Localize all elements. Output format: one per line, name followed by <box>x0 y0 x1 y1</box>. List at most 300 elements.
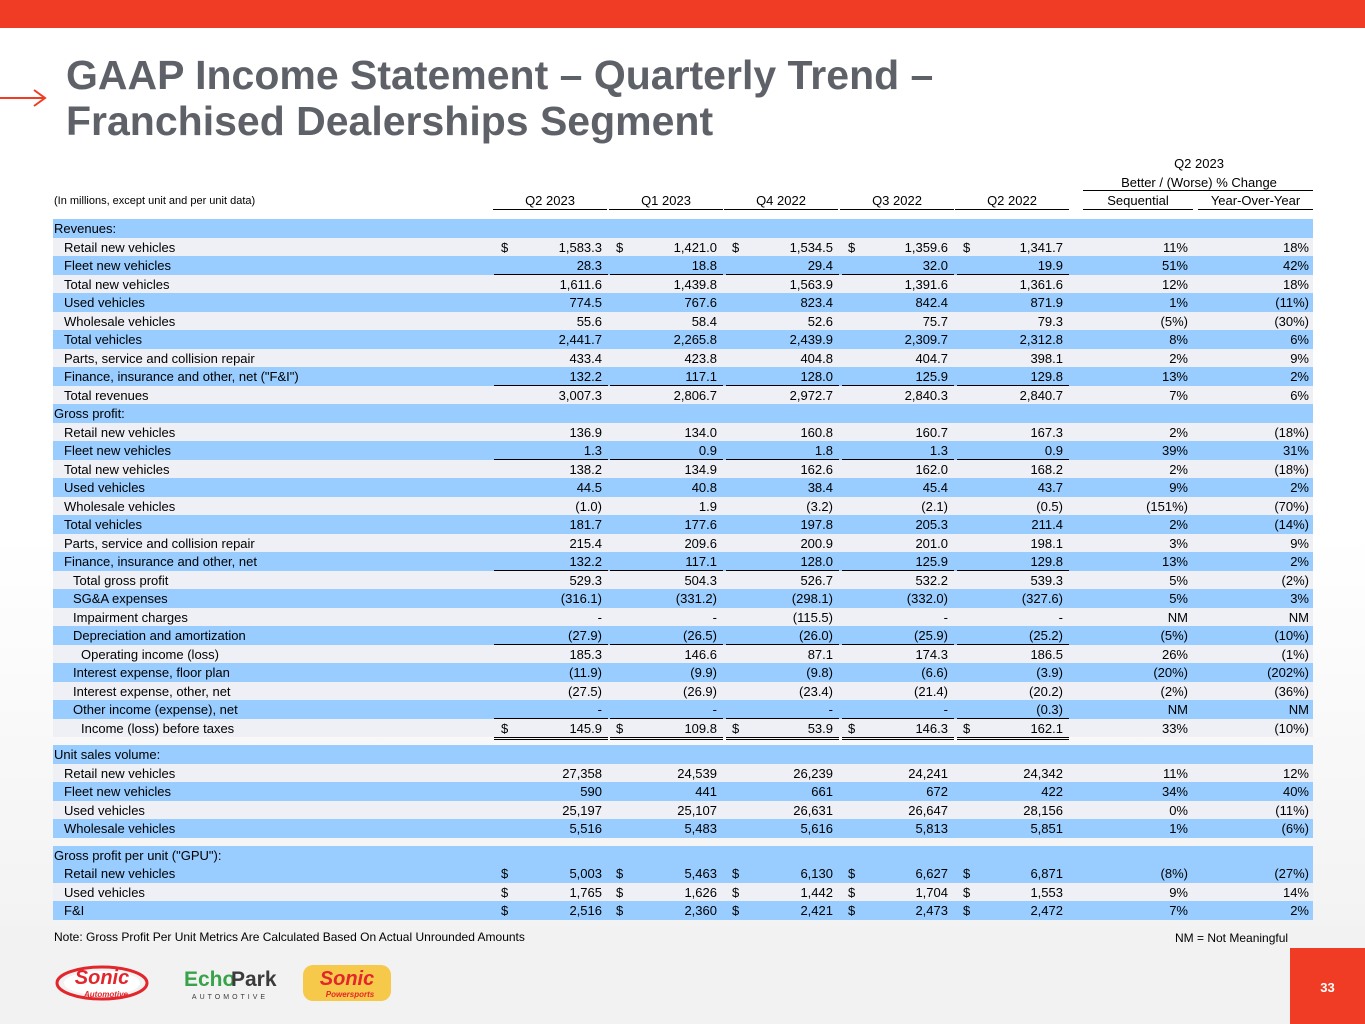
value-cell: 174.3 <box>915 646 948 662</box>
value-cell: 24,241 <box>908 765 948 781</box>
value-cell: 25,107 <box>677 802 717 818</box>
row-label: Retail new vehicles <box>64 866 176 881</box>
value-cell: - <box>712 609 717 625</box>
value-cell: 2,309.7 <box>904 332 948 347</box>
value-cell: 8% <box>1169 332 1188 347</box>
subtotal-rule <box>957 367 1069 385</box>
dollar-sign: $ <box>616 239 624 255</box>
value-cell: 13% <box>1161 369 1188 384</box>
table-row <box>53 349 1313 368</box>
value-cell: 1.9 <box>698 498 717 514</box>
value-cell: 6% <box>1290 387 1309 403</box>
dollar-sign: $ <box>963 903 971 918</box>
value-cell: - <box>943 702 948 717</box>
value-cell: 441 <box>695 784 717 799</box>
subtotal-rule <box>842 256 954 274</box>
value-cell: 160.7 <box>915 424 948 440</box>
value-cell: 5,003 <box>569 866 602 881</box>
table-row <box>53 901 1313 920</box>
value-cell: 2,360 <box>684 903 717 918</box>
column-header: Q2 2022 <box>955 193 1069 210</box>
svg-text:AUTOMOTIVE: AUTOMOTIVE <box>191 994 269 1001</box>
value-cell: 128.0 <box>800 369 833 384</box>
value-cell: 168.2 <box>1030 461 1063 477</box>
column-header: Q4 2022 <box>724 193 838 210</box>
value-cell: 26,647 <box>908 802 948 818</box>
value-cell: 2% <box>1290 480 1309 495</box>
row-label: Finance, insurance and other, net <box>64 554 257 569</box>
dollar-sign: $ <box>848 720 856 736</box>
value-cell: (3.2) <box>806 498 833 514</box>
value-cell: 5% <box>1169 572 1188 588</box>
value-cell: 5,516 <box>569 821 602 836</box>
value-cell: 2,840.3 <box>904 387 948 403</box>
table-row <box>53 682 1313 701</box>
row-label: Used vehicles <box>64 802 145 818</box>
value-cell: (1%) <box>1281 646 1309 662</box>
value-cell: 24,539 <box>677 765 717 781</box>
value-cell: 33% <box>1161 720 1188 736</box>
value-cell: 162.1 <box>1030 720 1063 736</box>
subtotal-rule <box>842 626 954 644</box>
table-row <box>53 534 1313 553</box>
subtotal-rule <box>726 441 839 459</box>
value-cell: 145.9 <box>569 720 602 736</box>
section-label: Gross profit per unit ("GPU"): <box>54 847 222 863</box>
value-cell: 0.9 <box>1044 443 1063 458</box>
row-label: Operating income (loss) <box>81 646 219 662</box>
row-label: F&I <box>64 903 85 918</box>
arrow-right-icon <box>0 86 48 110</box>
column-header: Sequential <box>1083 193 1193 210</box>
value-cell: - <box>1058 609 1063 625</box>
subtotal-rule <box>494 367 608 385</box>
value-cell: 529.3 <box>569 572 602 588</box>
row-label: Finance, insurance and other, net ("F&I") <box>64 369 299 384</box>
value-cell: 18% <box>1282 239 1309 255</box>
subtotal-rule <box>494 552 608 570</box>
value-cell: 2% <box>1169 424 1188 440</box>
value-cell: (27.9) <box>568 628 602 643</box>
value-cell: 672 <box>926 784 948 799</box>
change-header-rule <box>1083 190 1313 191</box>
row-label: Wholesale vehicles <box>64 313 176 329</box>
section-header-row <box>53 404 1313 423</box>
value-cell: (11.9) <box>569 665 602 680</box>
value-cell: 11% <box>1162 765 1188 781</box>
section-header-row <box>53 846 1313 865</box>
table-row <box>53 293 1313 312</box>
row-label: Impairment charges <box>73 609 188 625</box>
subtotal-rule <box>957 497 1069 515</box>
value-cell: 129.8 <box>1030 554 1063 569</box>
unit-note: (In millions, except unit and per unit data) <box>54 195 256 207</box>
dollar-sign: $ <box>501 720 509 736</box>
value-cell: (14%) <box>1274 517 1309 532</box>
value-cell: 1,626 <box>684 884 717 900</box>
value-cell: 504.3 <box>684 572 717 588</box>
value-cell: 26,239 <box>793 765 833 781</box>
value-cell: (5%) <box>1160 628 1188 643</box>
value-cell: 51% <box>1161 258 1188 273</box>
value-cell: 185.3 <box>569 646 602 662</box>
gpu-footnote: Note: Gross Profit Per Unit Metrics Are Calculated Based On Actual Unrounded Amounts <box>54 930 525 944</box>
value-cell: (18%) <box>1274 461 1309 477</box>
subtotal-rule <box>726 256 839 274</box>
dollar-sign: $ <box>848 884 856 900</box>
dollar-sign: $ <box>501 884 509 900</box>
row-label: Total vehicles <box>64 332 143 347</box>
value-cell: 14% <box>1282 884 1309 900</box>
subtotal-rule <box>957 700 1069 718</box>
value-cell: 55.6 <box>576 313 602 329</box>
dollar-sign: $ <box>963 720 971 736</box>
value-cell: 186.5 <box>1030 646 1063 662</box>
total-double-rule <box>494 719 608 737</box>
value-cell: 132.2 <box>569 369 602 384</box>
value-cell: (36%) <box>1274 683 1309 699</box>
value-cell: 26% <box>1161 646 1188 662</box>
value-cell: 162.6 <box>800 461 833 477</box>
value-cell: 5,851 <box>1030 821 1063 836</box>
value-cell: 1,361.6 <box>1019 276 1063 292</box>
value-cell: 5,616 <box>800 821 833 836</box>
value-cell: 1,534.5 <box>789 239 833 255</box>
row-label: Retail new vehicles <box>64 239 176 255</box>
value-cell: (26.0) <box>799 628 833 643</box>
dollar-sign: $ <box>732 720 740 736</box>
table-row <box>53 782 1313 801</box>
value-cell: (27.5) <box>568 683 602 699</box>
subtotal-rule <box>726 626 839 644</box>
value-cell: 200.9 <box>800 535 833 551</box>
value-cell: 1,611.6 <box>559 276 602 292</box>
subtotal-rule <box>610 552 723 570</box>
dollar-sign: $ <box>963 239 971 255</box>
value-cell: 1,704 <box>915 884 948 900</box>
subtotal-rule <box>610 700 723 718</box>
value-cell: 40% <box>1282 784 1309 799</box>
value-cell: 2,806.7 <box>673 387 717 403</box>
value-cell: 1,442 <box>800 884 833 900</box>
total-double-rule <box>726 719 839 737</box>
value-cell: 2% <box>1169 517 1188 532</box>
dollar-sign: $ <box>501 239 509 255</box>
value-cell: 19.9 <box>1037 258 1063 273</box>
table-row <box>53 515 1313 534</box>
change-header-year: Q2 2023 <box>1174 156 1224 171</box>
table-row <box>53 497 1313 516</box>
value-cell: - <box>597 609 602 625</box>
value-cell: 2% <box>1169 350 1188 366</box>
value-cell: 125.9 <box>915 554 948 569</box>
svg-text:Echo: Echo <box>184 968 236 991</box>
column-header: Q1 2023 <box>609 193 723 210</box>
column-header: Q3 2022 <box>840 193 954 210</box>
row-label: Wholesale vehicles <box>64 498 176 514</box>
dollar-sign: $ <box>732 903 740 918</box>
table-row <box>53 700 1313 719</box>
slide-title <box>66 52 933 144</box>
value-cell: 5,483 <box>684 821 717 836</box>
value-cell: 13% <box>1161 554 1188 569</box>
section-header-row <box>53 745 1313 764</box>
subtotal-rule <box>957 312 1069 330</box>
row-label: Other income (expense), net <box>73 702 238 717</box>
value-cell: 2,421 <box>800 903 833 918</box>
subtotal-rule <box>842 700 954 718</box>
dollar-sign: $ <box>616 720 624 736</box>
value-cell: 160.8 <box>800 424 833 440</box>
table-row <box>53 256 1313 275</box>
value-cell: 3% <box>1290 591 1309 606</box>
table-row <box>53 571 1313 590</box>
table-row <box>53 801 1313 820</box>
value-cell: 1,563.9 <box>789 276 833 292</box>
value-cell: 9% <box>1169 884 1188 900</box>
value-cell: 526.7 <box>800 572 833 588</box>
value-cell: 0% <box>1169 802 1188 818</box>
value-cell: 539.3 <box>1030 572 1063 588</box>
value-cell: (9.9) <box>690 665 717 680</box>
value-cell: 2% <box>1290 554 1309 569</box>
subtotal-rule <box>494 441 608 459</box>
svg-text:Sonic: Sonic <box>74 967 130 989</box>
dollar-sign: $ <box>616 903 624 918</box>
subtotal-rule <box>957 256 1069 274</box>
svg-text:Automotive: Automotive <box>84 990 128 999</box>
subtotal-rule <box>842 441 954 459</box>
table-row <box>53 608 1313 627</box>
value-cell: 28,156 <box>1023 802 1063 818</box>
row-label: Total gross profit <box>73 572 169 588</box>
subtotal-rule <box>726 700 839 718</box>
value-cell: (6%) <box>1281 821 1309 836</box>
section-label: Revenues: <box>54 221 117 236</box>
value-cell: (10%) <box>1274 720 1309 736</box>
value-cell: 433.4 <box>569 350 602 366</box>
dollar-sign: $ <box>732 239 740 255</box>
subtotal-rule <box>494 700 608 718</box>
value-cell: 2,472 <box>1030 903 1063 918</box>
svg-text:Powersports: Powersports <box>325 990 375 999</box>
row-label: Depreciation and amortization <box>73 628 246 643</box>
slide-title-line-1: GAAP Income Statement – Quarterly Trend – <box>66 52 934 98</box>
table-row <box>53 589 1313 608</box>
value-cell: 2,265.8 <box>673 332 717 347</box>
value-cell: (5%) <box>1160 313 1188 329</box>
value-cell: 842.4 <box>915 295 948 310</box>
value-cell: 5,463 <box>684 866 717 881</box>
value-cell: 1,341.7 <box>1019 239 1063 255</box>
row-label: Total new vehicles <box>64 276 170 292</box>
subtotal-rule <box>610 441 723 459</box>
value-cell: (30%) <box>1274 313 1309 329</box>
value-cell: 58.4 <box>691 313 717 329</box>
dollar-sign: $ <box>732 866 740 881</box>
value-cell: 398.1 <box>1030 350 1063 366</box>
value-cell: 1,359.6 <box>904 239 948 255</box>
value-cell: 9% <box>1290 350 1309 366</box>
table-row <box>53 312 1313 331</box>
page-number-box <box>1290 948 1365 1024</box>
value-cell: - <box>828 702 833 717</box>
value-cell: 2,840.7 <box>1019 387 1063 403</box>
value-cell: 125.9 <box>915 369 948 384</box>
subtotal-rule <box>610 256 723 274</box>
value-cell: 32.0 <box>922 258 948 273</box>
subtotal-rule <box>842 367 954 385</box>
value-cell: 128.0 <box>800 554 833 569</box>
nm-note: NM = Not Meaningful <box>1175 931 1289 945</box>
subtotal-rule <box>726 552 839 570</box>
value-cell: 138.2 <box>569 461 602 477</box>
dollar-sign: $ <box>616 866 624 881</box>
table-row <box>53 645 1313 664</box>
value-cell: 34% <box>1161 784 1188 799</box>
value-cell: (9.8) <box>806 665 833 680</box>
subtotal-rule <box>610 312 723 330</box>
section-header-row <box>53 219 1313 238</box>
value-cell: 177.6 <box>684 517 717 532</box>
row-label: Wholesale vehicles <box>64 821 176 836</box>
value-cell: 40.8 <box>691 480 717 495</box>
value-cell: 42% <box>1282 258 1309 273</box>
row-label: Retail new vehicles <box>64 765 176 781</box>
value-cell: 31% <box>1282 443 1309 458</box>
table-row <box>53 238 1313 257</box>
value-cell: 871.9 <box>1030 295 1063 310</box>
value-cell: 3% <box>1169 535 1188 551</box>
total-double-rule <box>842 719 954 737</box>
value-cell: 6,130 <box>800 866 833 881</box>
value-cell: 146.3 <box>915 720 948 736</box>
table-row <box>53 478 1313 497</box>
value-cell: 7% <box>1169 903 1188 918</box>
value-cell: 1% <box>1169 295 1188 310</box>
value-cell: 11% <box>1162 239 1188 255</box>
value-cell: 45.4 <box>922 480 948 495</box>
subtotal-rule <box>726 312 839 330</box>
value-cell: 134.9 <box>684 461 717 477</box>
dollar-sign: $ <box>732 884 740 900</box>
value-cell: 6,627 <box>915 866 948 881</box>
value-cell: 27,358 <box>562 765 602 781</box>
value-cell: (23.4) <box>799 683 833 699</box>
table-row <box>53 864 1313 883</box>
row-label: Fleet new vehicles <box>64 784 171 799</box>
value-cell: 52.6 <box>807 313 833 329</box>
value-cell: 117.1 <box>685 554 717 569</box>
row-label: Total revenues <box>64 387 149 403</box>
table-row <box>53 460 1313 479</box>
value-cell: 2% <box>1169 461 1188 477</box>
value-cell: 134.0 <box>684 424 717 440</box>
value-cell: 5,813 <box>915 821 948 836</box>
value-cell: (202%) <box>1267 665 1309 680</box>
subtotal-rule <box>610 367 723 385</box>
top-accent-bar <box>0 0 1365 28</box>
value-cell: (327.6) <box>1021 591 1063 606</box>
value-cell: 129.8 <box>1030 369 1063 384</box>
value-cell: 201.0 <box>915 535 948 551</box>
value-cell: 423.8 <box>684 350 717 366</box>
value-cell: - <box>943 609 948 625</box>
value-cell: (2%) <box>1281 572 1309 588</box>
value-cell: 205.3 <box>915 517 948 532</box>
value-cell: 2,473 <box>915 903 948 918</box>
value-cell: (0.3) <box>1036 702 1063 717</box>
value-cell: - <box>712 702 717 717</box>
value-cell: 26,631 <box>793 802 833 818</box>
subtotal-rule <box>842 497 954 515</box>
value-cell: 181.7 <box>569 517 602 532</box>
subtotal-rule <box>842 552 954 570</box>
value-cell: 9% <box>1290 535 1309 551</box>
value-cell: 29.4 <box>807 258 833 273</box>
row-label: Total vehicles <box>64 517 143 532</box>
row-label: Retail new vehicles <box>64 424 176 440</box>
column-header: Q2 2023 <box>493 193 607 210</box>
dollar-sign: $ <box>848 866 856 881</box>
value-cell: 5% <box>1169 591 1188 606</box>
value-cell: NM <box>1288 702 1309 717</box>
row-label: Used vehicles <box>64 295 145 310</box>
value-cell: 1,439.8 <box>673 276 717 292</box>
value-cell: (18%) <box>1274 424 1309 440</box>
value-cell: 44.5 <box>576 480 602 495</box>
value-cell: (0.5) <box>1036 498 1063 514</box>
value-cell: 43.7 <box>1037 480 1063 495</box>
section-label: Gross profit: <box>54 406 125 421</box>
value-cell: 2,516 <box>569 903 602 918</box>
table-row <box>53 423 1313 442</box>
row-label: Income (loss) before taxes <box>81 720 235 736</box>
value-cell: (1.0) <box>575 498 602 514</box>
value-cell: (115.5) <box>792 609 833 625</box>
value-cell: 167.3 <box>1030 424 1063 440</box>
dollar-sign: $ <box>501 866 509 881</box>
value-cell: (298.1) <box>791 591 833 606</box>
value-cell: (25.9) <box>914 628 948 643</box>
table-row <box>53 386 1313 405</box>
value-cell: (151%) <box>1146 498 1188 514</box>
row-label: Interest expense, floor plan <box>73 665 230 680</box>
value-cell: 6,871 <box>1030 866 1063 881</box>
row-label: Total new vehicles <box>64 461 170 477</box>
value-cell: 590 <box>580 784 602 799</box>
value-cell: 209.6 <box>684 535 717 551</box>
value-cell: 2,439.9 <box>789 332 833 347</box>
value-cell: 109.8 <box>684 720 717 736</box>
row-label: Parts, service and collision repair <box>64 350 255 366</box>
subtotal-rule <box>957 552 1069 570</box>
value-cell: 1,553 <box>1030 884 1063 900</box>
value-cell: 1,583.3 <box>558 239 602 255</box>
subtotal-rule <box>494 497 608 515</box>
value-cell: 198.1 <box>1030 535 1063 551</box>
table-row <box>53 719 1313 738</box>
value-cell: 25,197 <box>562 802 602 818</box>
column-header: Year-Over-Year <box>1198 193 1313 210</box>
value-cell: - <box>597 702 602 717</box>
value-cell: 2% <box>1290 903 1309 918</box>
dollar-sign: $ <box>616 884 624 900</box>
row-label: Interest expense, other, net <box>73 683 231 699</box>
value-cell: 211.4 <box>1031 517 1063 532</box>
value-cell: 39% <box>1161 443 1188 458</box>
value-cell: NM <box>1167 702 1188 717</box>
